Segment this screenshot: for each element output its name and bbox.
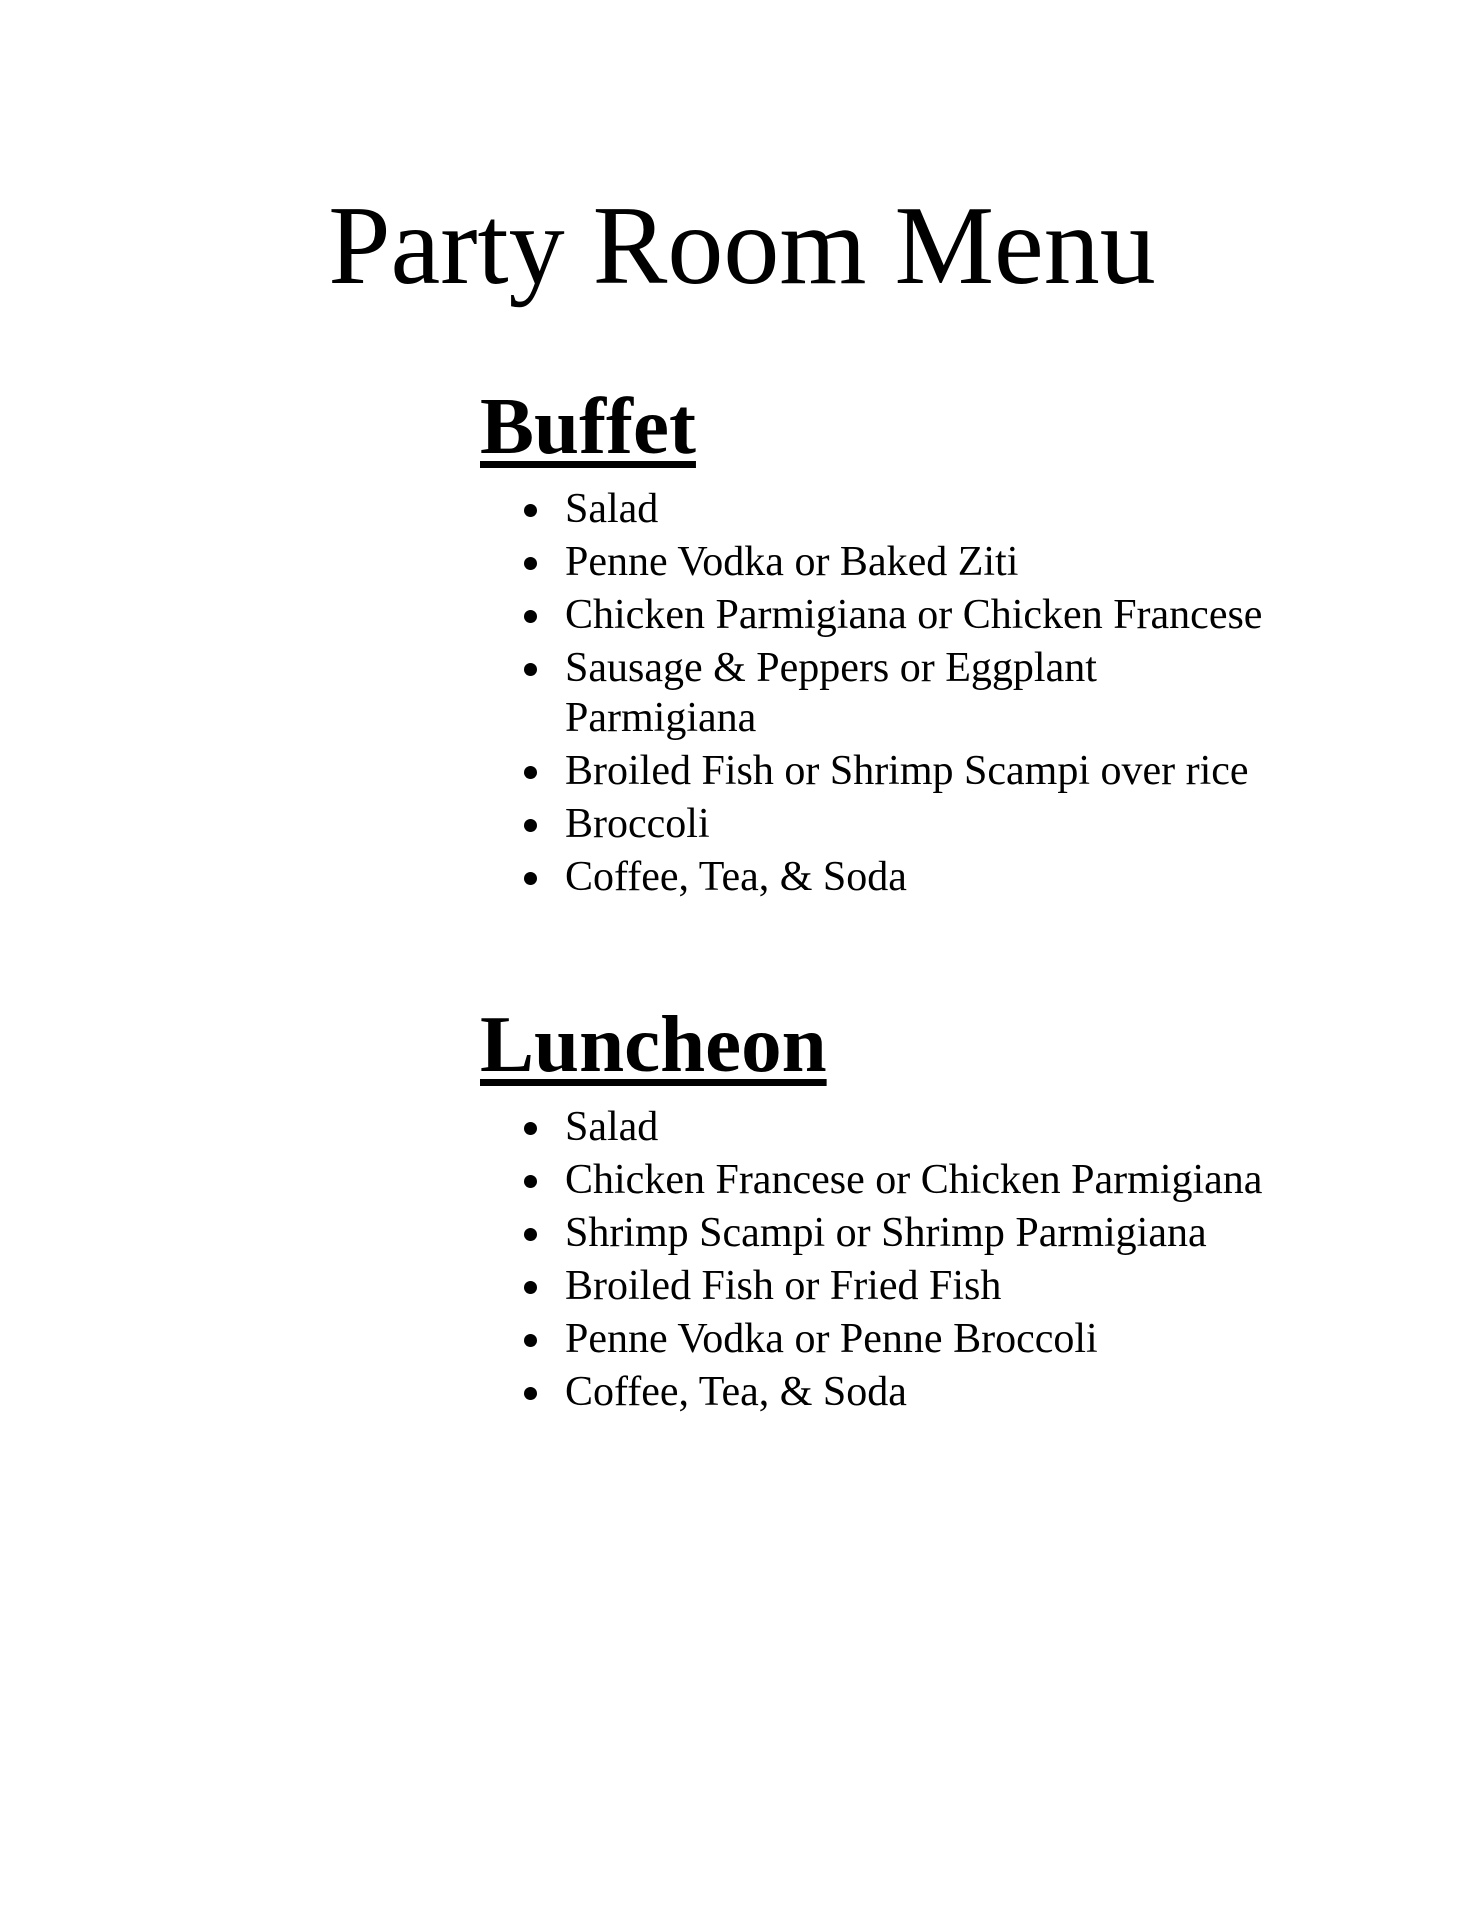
item-label: Chicken Francese or Chicken Parmigiana — [565, 1157, 1263, 1203]
page-title: Party Room Menu — [328, 184, 1156, 308]
item-label: Sausage & Peppers or Eggplant Parmigiana — [565, 645, 1097, 741]
item-label: Coffee, Tea, & Soda — [565, 854, 907, 900]
item-label: Broiled Fish or Fried Fish — [565, 1263, 1002, 1309]
luncheon-section — [480, 996, 1340, 1420]
bullet-icon — [524, 1387, 537, 1400]
buffet-list — [480, 484, 1340, 902]
list-item — [480, 643, 1125, 743]
bullet-icon — [524, 1175, 537, 1188]
buffet-section — [480, 378, 1340, 905]
item-label: Chicken Parmigiana or Chicken Francese — [565, 592, 1263, 638]
item-label: Penne Vodka or Penne Broccoli — [565, 1316, 1098, 1362]
luncheon-list — [480, 1102, 1340, 1417]
list-item — [480, 1261, 1365, 1311]
list-item — [480, 799, 1365, 849]
item-label: Broccoli — [565, 801, 710, 847]
item-label: Penne Vodka or Baked Ziti — [565, 539, 1019, 585]
list-item — [480, 1155, 1365, 1205]
bullet-icon — [524, 663, 537, 676]
bullet-icon — [524, 872, 537, 885]
buffet-heading: Buffet — [480, 381, 696, 471]
bullet-icon — [524, 1334, 537, 1347]
item-label: Shrimp Scampi or Shrimp Parmigiana — [565, 1210, 1207, 1256]
list-item — [480, 590, 1365, 640]
bullet-icon — [524, 1281, 537, 1294]
bullet-icon — [524, 557, 537, 570]
luncheon-heading: Luncheon — [480, 999, 827, 1089]
bullet-icon — [524, 766, 537, 779]
list-item — [480, 746, 1365, 796]
bullet-icon — [524, 504, 537, 517]
item-label: Coffee, Tea, & Soda — [565, 1369, 907, 1415]
item-label: Salad — [565, 486, 659, 532]
list-item — [480, 1208, 1365, 1258]
bullet-icon — [524, 1122, 537, 1135]
list-item — [480, 1102, 1365, 1152]
item-label: Broiled Fish or Shrimp Scampi over rice — [565, 748, 1249, 794]
bullet-icon — [524, 610, 537, 623]
list-item — [480, 537, 1365, 587]
list-item — [480, 484, 1365, 534]
list-item — [480, 852, 1365, 902]
list-item — [480, 1314, 1365, 1364]
item-label: Salad — [565, 1104, 659, 1150]
bullet-icon — [524, 819, 537, 832]
bullet-icon — [524, 1228, 537, 1241]
list-item — [480, 1367, 1365, 1417]
